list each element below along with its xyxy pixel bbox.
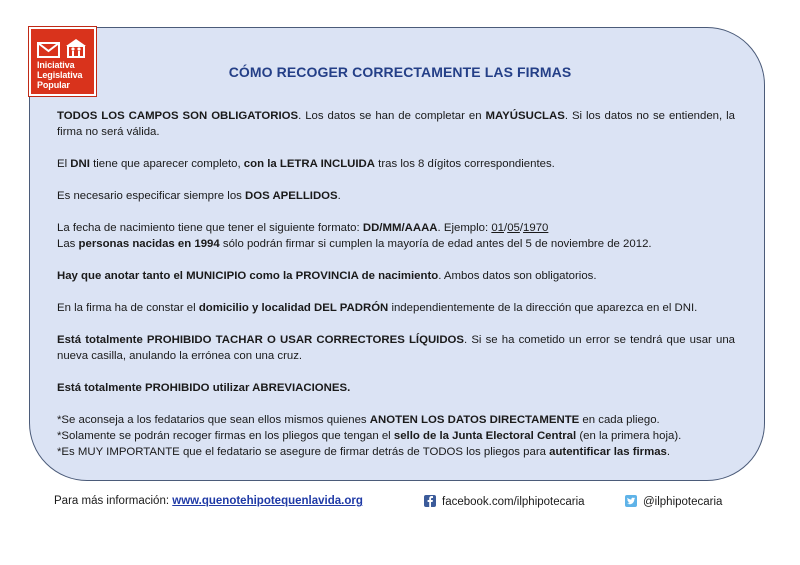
text: El <box>57 158 71 170</box>
bold-text: MAYÚSUCLAS <box>485 110 565 122</box>
text: . Los datos se han de completar en <box>298 110 486 122</box>
text: *Solamente se podrán recoger firmas en los pliegos que tengan el <box>57 430 394 442</box>
paragraph-birthdate <box>57 220 735 252</box>
bold-text: TODOS LOS CAMPOS SON OBLIGATORIOS <box>57 110 299 122</box>
text: / <box>519 222 524 234</box>
paragraph-address <box>57 300 735 316</box>
bold-text: domicilio y localidad DEL PADRÓN <box>198 302 389 314</box>
bold-text: DNI <box>70 158 90 170</box>
text: / <box>504 222 508 234</box>
text: . Si se ha cometido un error se tendrá que usar una nueva casilla, anulando la errónea con una cruz. <box>57 334 735 362</box>
paragraph-dni <box>57 156 735 172</box>
paragraph-notes <box>57 412 735 460</box>
text: en cada pliego. <box>579 414 660 426</box>
text: La fecha de nacimiento tiene que tener el siguiente formato: <box>57 222 363 234</box>
facebook-link[interactable] <box>424 495 585 508</box>
bold-text: Está totalmente PROHIBIDO TACHAR O USAR CORRECTORES LÍQUIDOS <box>57 334 465 346</box>
text: . Ambos datos son obligatorios. <box>438 270 597 282</box>
paragraph-required-fields <box>57 108 735 140</box>
text: tiene que aparecer completo, <box>89 158 244 170</box>
instructions <box>57 108 735 476</box>
more-info <box>54 495 363 507</box>
paragraph-surnames <box>57 188 735 204</box>
text: tras los 8 dígitos correspondientes. <box>375 158 555 170</box>
bold-text: ANOTEN LOS DATOS DIRECTAMENTE <box>369 414 580 426</box>
paragraph-birthplace <box>57 268 735 284</box>
logo-line: Legislativa <box>37 70 83 80</box>
underlined-text: 1970 <box>523 222 549 234</box>
text: En la firma ha de constar el <box>57 302 199 314</box>
bold-text: Hay que anotar tanto el MUNICIPIO como la PROVINCIA de nacimiento <box>57 270 439 282</box>
bold-text: Está totalmente PROHIBIDO utilizar ABREVIACIONES. <box>57 382 351 394</box>
bold-text: autentificar las firmas <box>549 446 667 458</box>
text: *Se aconseja a los fedatarios que sean ellos mismos quienes <box>57 414 370 426</box>
website-link[interactable]: www.quenotehipotequenlavida.org <box>172 495 363 507</box>
bold-text: personas nacidas en 1994 <box>78 238 220 250</box>
text: Es necesario especificar siempre los <box>57 190 246 202</box>
text: *Es MUY IMPORTANTE que el fedatario se asegure de firmar detrás de TODOS los pliegos para <box>57 446 550 458</box>
ilp-logo <box>29 27 96 96</box>
bold-text: DD/MM/AAAA <box>362 222 438 234</box>
logo-line: Popular <box>37 80 70 90</box>
twitter-icon <box>625 495 637 507</box>
bold-text: DOS APELLIDOS <box>245 190 338 202</box>
facebook-handle: facebook.com/ilphipotecaria <box>442 496 585 508</box>
text: . Si los datos no se entienden, la firma no será válida. <box>57 110 735 138</box>
text: independientemente de la dirección que aparezca en el DNI. <box>388 302 698 314</box>
bold-text: sello de la Junta Electoral Central <box>393 430 577 442</box>
logo-line: Iniciativa <box>37 60 75 70</box>
page-title: CÓMO RECOGER CORRECTAMENTE LAS FIRMAS <box>228 64 572 80</box>
text: . <box>666 446 671 458</box>
text: . <box>337 190 341 202</box>
twitter-link[interactable] <box>625 495 722 508</box>
text: . Ejemplo: <box>437 222 492 234</box>
facebook-icon <box>424 495 436 507</box>
paragraph-no-corrections <box>57 332 735 364</box>
underlined-text: 01 <box>491 222 505 234</box>
text: sólo podrán firmar si cumplen la mayoría de edad antes del 5 de noviembre de 2012. <box>219 238 652 250</box>
paragraph-no-abbreviations <box>57 380 735 396</box>
envelope-hands-icon <box>37 38 89 58</box>
underlined-text: 05 <box>507 222 520 234</box>
text: Las <box>57 238 79 250</box>
more-info-label: Para más información: <box>54 495 173 507</box>
twitter-handle: @ilphipotecaria <box>643 496 723 508</box>
text: (en la primera hoja). <box>576 430 682 442</box>
bold-text: con la LETRA INCLUIDA <box>243 158 376 170</box>
footer <box>0 495 800 515</box>
